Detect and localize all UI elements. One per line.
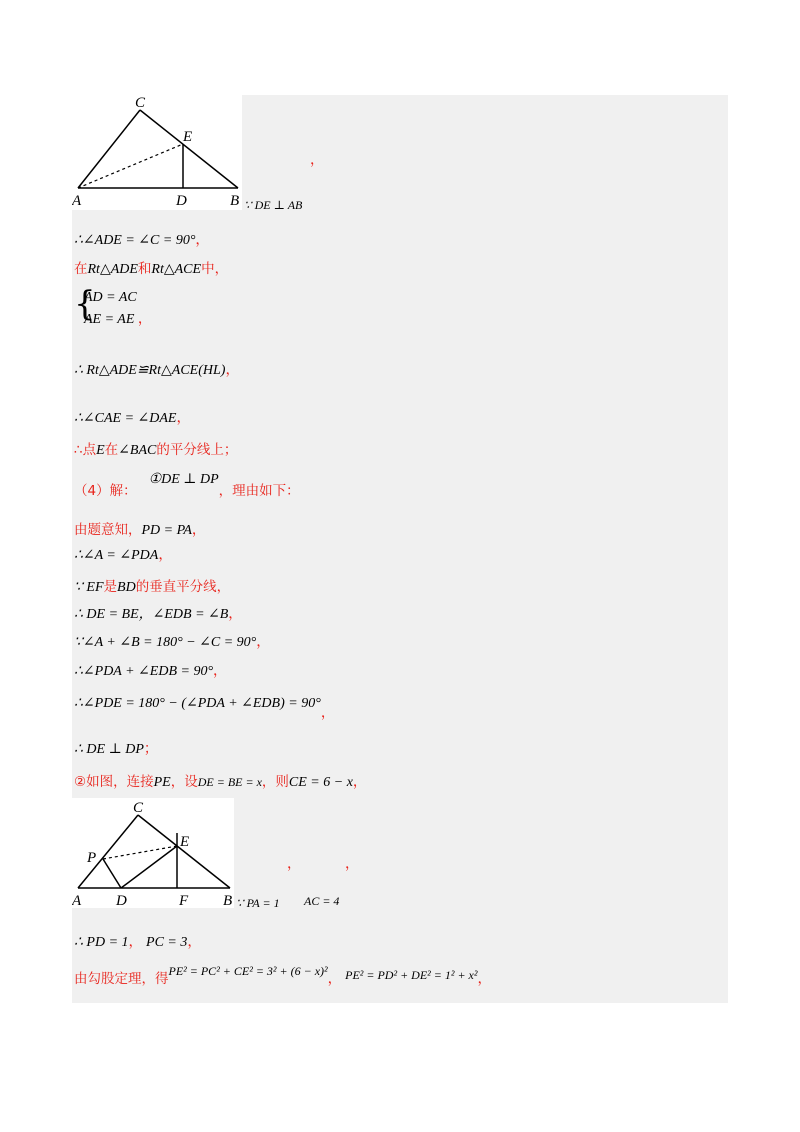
since-pa-eq-1: ∵ PA = 1 bbox=[236, 896, 280, 910]
figure-2-svg bbox=[72, 798, 234, 908]
angle-ade-eq-c: ∴∠ADE = ∠C = 90° bbox=[74, 233, 196, 248]
line9-b: 是 bbox=[103, 579, 118, 595]
system-eq-1: AD = AC bbox=[84, 290, 137, 305]
segment-cb bbox=[140, 110, 238, 188]
line6-c: ，理由如下： bbox=[218, 483, 300, 499]
line17-c: ， bbox=[327, 972, 342, 987]
line5-b: E bbox=[96, 443, 105, 458]
angle-cae-eq-dae: ∴∠CAE = ∠DAE bbox=[74, 411, 177, 426]
label-b: B bbox=[230, 193, 240, 209]
line2-b: Rt△ADE bbox=[87, 262, 138, 277]
line8-end: ， bbox=[158, 548, 173, 563]
system-eq-2: AE = AE bbox=[84, 312, 135, 327]
segment-ac bbox=[78, 110, 140, 188]
line12-end: ， bbox=[213, 664, 228, 679]
line2-c: 和 bbox=[137, 261, 152, 277]
line7-b: PD = PA bbox=[141, 523, 192, 538]
line15-b: PE bbox=[153, 775, 171, 790]
comma-2b: ， bbox=[345, 857, 359, 872]
label-e-2: E bbox=[180, 834, 190, 850]
line2-d: Rt△ACE bbox=[151, 262, 202, 277]
line16-c: PC = 3 bbox=[146, 935, 188, 950]
line15-f: CE = 6 − x bbox=[288, 775, 353, 790]
line1-end: ， bbox=[195, 233, 210, 248]
label-p: P bbox=[87, 850, 97, 866]
congruence-line: ∴ Rt△ADE≌Rt△ACE(HL) bbox=[74, 363, 226, 378]
line9-d: 的垂直平分线， bbox=[135, 579, 231, 595]
line17-e: ， bbox=[477, 972, 492, 987]
line16-d: ， bbox=[187, 935, 202, 950]
line5-c: 在 bbox=[104, 442, 119, 458]
line11-end: ， bbox=[256, 635, 271, 650]
line5-d: ∠BAC bbox=[118, 443, 157, 458]
line6-a: （4）解： bbox=[74, 483, 137, 499]
angle-sum-line: ∵∠A + ∠B = 180° − ∠C = 90° bbox=[74, 635, 257, 650]
line2-a: 在 bbox=[74, 261, 88, 277]
system-brace: { bbox=[74, 284, 96, 324]
line5-e: 的平分线上； bbox=[156, 442, 238, 458]
label-c-2: C bbox=[133, 800, 144, 816]
segment-cb-2 bbox=[138, 815, 230, 888]
segment-de-2 bbox=[121, 846, 177, 888]
line9-a: ∵ EF bbox=[74, 580, 104, 595]
figure-2-triangle bbox=[72, 798, 234, 908]
line4-end: ， bbox=[176, 411, 191, 426]
label-a-2: A bbox=[72, 893, 82, 908]
segment-pd bbox=[103, 859, 121, 888]
label-c: C bbox=[135, 95, 146, 111]
de-eq-be-line: ∴ DE = BE，∠EDB = ∠B bbox=[74, 607, 229, 622]
line9-c: BD bbox=[117, 580, 136, 595]
since-de-perp-ab: ∵ DE ⊥ AB bbox=[244, 198, 303, 212]
line7-c: ， bbox=[191, 523, 206, 538]
figure-1-triangle bbox=[72, 95, 242, 210]
line15-g: ， bbox=[352, 775, 367, 790]
line10-end: ， bbox=[228, 607, 243, 622]
ac-eq-4: AC = 4 bbox=[304, 894, 340, 908]
label-f: F bbox=[179, 893, 189, 908]
label-a: A bbox=[72, 193, 82, 209]
segment-pe-dashed bbox=[103, 846, 177, 859]
line15-e: ，则 bbox=[261, 774, 289, 790]
line6-b: ①DE ⊥ DP bbox=[148, 472, 219, 487]
line17-b: PE² = PC² + CE² = 3² + (6 − x)² bbox=[168, 964, 328, 978]
figure-1-svg bbox=[72, 95, 242, 210]
line17-a: 由勾股定理，得 bbox=[74, 971, 169, 987]
line7-a: 由题意知， bbox=[74, 522, 142, 538]
label-d: D bbox=[176, 193, 187, 209]
label-e: E bbox=[183, 129, 193, 145]
line14-end: ； bbox=[143, 742, 158, 757]
de-perp-dp-line: ∴ DE ⊥ DP bbox=[74, 742, 144, 757]
line17-d: PE² = PD² + DE² = 1² + x² bbox=[345, 968, 478, 982]
segment-ae-dashed bbox=[78, 144, 183, 188]
comma-1: ， bbox=[310, 153, 324, 168]
pda-edb-90-line: ∴∠PDA + ∠EDB = 90° bbox=[74, 664, 214, 679]
pde-90-line: ∴∠PDE = 180° − (∠PDA + ∠EDB) = 90° bbox=[74, 696, 321, 711]
line16-b: ， bbox=[128, 935, 143, 950]
line15-a: ②如图，连接 bbox=[74, 774, 154, 790]
line5-a: ∴点 bbox=[74, 442, 97, 458]
angle-a-eq-pda: ∴∠A = ∠PDA bbox=[74, 548, 159, 563]
line15-d: DE = BE = x bbox=[197, 775, 262, 789]
system-end: ， bbox=[137, 312, 152, 327]
label-d-2: D bbox=[116, 893, 127, 908]
comma-2a: ， bbox=[287, 857, 301, 872]
line3-end: ， bbox=[225, 363, 240, 378]
line15-c: ，设 bbox=[170, 774, 198, 790]
line16-a: ∴ PD = 1 bbox=[74, 935, 129, 950]
line13-end: ， bbox=[320, 706, 335, 721]
line2-e: 中， bbox=[201, 261, 229, 277]
label-b-2: B bbox=[223, 893, 233, 908]
